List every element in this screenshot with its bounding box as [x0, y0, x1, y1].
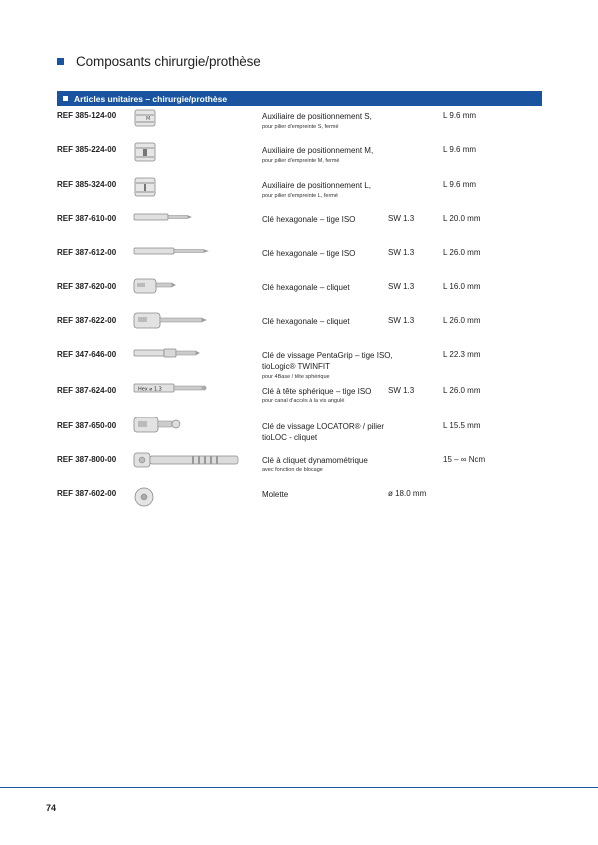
- product-row: [0, 421, 598, 455]
- product-row: [0, 111, 598, 145]
- hex-key-iso-short-icon: [132, 210, 252, 232]
- product-description: Auxiliaire de positionnement S,: [262, 112, 372, 121]
- product-description: Clé de vissage LOCATOR® / pilier tioLOC - cliquet: [262, 422, 385, 442]
- product-row: [0, 248, 598, 282]
- svg-text:Hex ⌀ 1.3: Hex ⌀ 1.3: [138, 386, 162, 393]
- product-length: L 15.5 mm: [443, 421, 481, 430]
- torque-ratchet-icon: [132, 451, 252, 473]
- blue-square-icon: [57, 58, 64, 65]
- hex-key-ratchet-short-icon: [132, 278, 252, 300]
- ball-head-key-icon: [132, 382, 252, 404]
- white-square-icon: [63, 96, 68, 101]
- product-description: Clé hexagonale – tige ISO: [262, 249, 356, 258]
- product-row: [0, 386, 598, 420]
- product-size: SW 1.3: [388, 282, 415, 291]
- hex-key-ratchet-long-icon: [132, 312, 252, 334]
- product-ref: REF 387-602-00: [57, 489, 117, 498]
- product-row: [0, 180, 598, 214]
- product-ref: REF 387-624-00: [57, 386, 117, 395]
- product-size: SW 1.3: [388, 214, 415, 223]
- product-row: [0, 145, 598, 179]
- product-size: ø 18.0 mm: [388, 489, 427, 498]
- product-description: Clé hexagonale – cliquet: [262, 283, 350, 292]
- product-description: Auxiliaire de positionnement L,: [262, 181, 371, 190]
- product-ref: REF 387-612-00: [57, 248, 117, 257]
- page-number: 74: [46, 803, 57, 813]
- product-note: pour pilier d'empreinte L, fermé: [262, 193, 338, 199]
- hex-key-iso-long-icon: [132, 244, 252, 266]
- product-ref: REF 387-800-00: [57, 455, 117, 464]
- knurled-wheel-icon: [132, 485, 252, 507]
- product-row: [0, 316, 598, 350]
- product-description: Molette: [262, 490, 289, 499]
- footer-divider: [0, 787, 598, 788]
- product-note: avec fonction de blocage: [262, 467, 323, 473]
- product-length: 15 – ∞ Ncm: [443, 455, 486, 464]
- product-length: L 9.6 mm: [443, 145, 477, 154]
- product-note: pour 4Base / tête sphérique: [262, 374, 330, 380]
- product-size: SW 1.3: [388, 386, 415, 395]
- product-description: Clé hexagonale – cliquet: [262, 317, 350, 326]
- product-length: L 26.0 mm: [443, 316, 481, 325]
- product-ref: REF 387-610-00: [57, 214, 117, 223]
- product-size: SW 1.3: [388, 316, 415, 325]
- product-note: pour canal d'accès à la vis angulé: [262, 398, 345, 404]
- product-length: L 16.0 mm: [443, 282, 481, 291]
- positioning-aid-l-icon: [132, 176, 252, 198]
- product-size: SW 1.3: [388, 248, 415, 257]
- pentagrip-screwdriver-icon: [132, 346, 252, 368]
- svg-text:M: M: [146, 116, 151, 122]
- product-ref: REF 385-124-00: [57, 111, 117, 120]
- page-title: Composants chirurgie/prothèse: [76, 54, 261, 69]
- product-row: [0, 350, 598, 384]
- product-ref: REF 385-324-00: [57, 180, 117, 189]
- product-length: L 20.0 mm: [443, 214, 481, 223]
- product-ref: REF 387-650-00: [57, 421, 117, 430]
- product-row: [0, 282, 598, 316]
- section-title: Articles unitaires – chirurgie/prothèse: [74, 93, 228, 104]
- product-row: [0, 489, 598, 523]
- product-note: pour pilier d'empreinte M, fermé: [262, 158, 340, 164]
- product-description: Clé à tête sphérique – tige ISO: [262, 387, 372, 396]
- page-heading: [57, 54, 261, 69]
- product-ref: REF 385-224-00: [57, 145, 117, 154]
- product-description: Clé de vissage PentaGrip – tige ISO, tioLogic® TWINFIT: [262, 351, 393, 371]
- product-row: [0, 455, 598, 489]
- product-ref: REF 387-622-00: [57, 316, 117, 325]
- product-row: [0, 214, 598, 248]
- product-description: Auxiliaire de positionnement M,: [262, 146, 374, 155]
- product-length: L 26.0 mm: [443, 386, 481, 395]
- section-header: [57, 91, 542, 106]
- product-ref: REF 347-646-00: [57, 350, 117, 359]
- positioning-aid-m-icon: [132, 141, 252, 163]
- product-length: L 26.0 mm: [443, 248, 481, 257]
- positioning-aid-s-icon: [132, 107, 252, 129]
- product-ref: REF 387-620-00: [57, 282, 117, 291]
- product-length: L 9.6 mm: [443, 111, 477, 120]
- product-note: pour pilier d'empreinte S, fermé: [262, 124, 339, 130]
- product-length: L 22.3 mm: [443, 350, 481, 359]
- product-description: Clé hexagonale – tige ISO: [262, 215, 356, 224]
- product-description: Clé à cliquet dynamométrique: [262, 456, 368, 465]
- locator-screwdriver-icon: [132, 417, 252, 439]
- product-length: L 9.6 mm: [443, 180, 477, 189]
